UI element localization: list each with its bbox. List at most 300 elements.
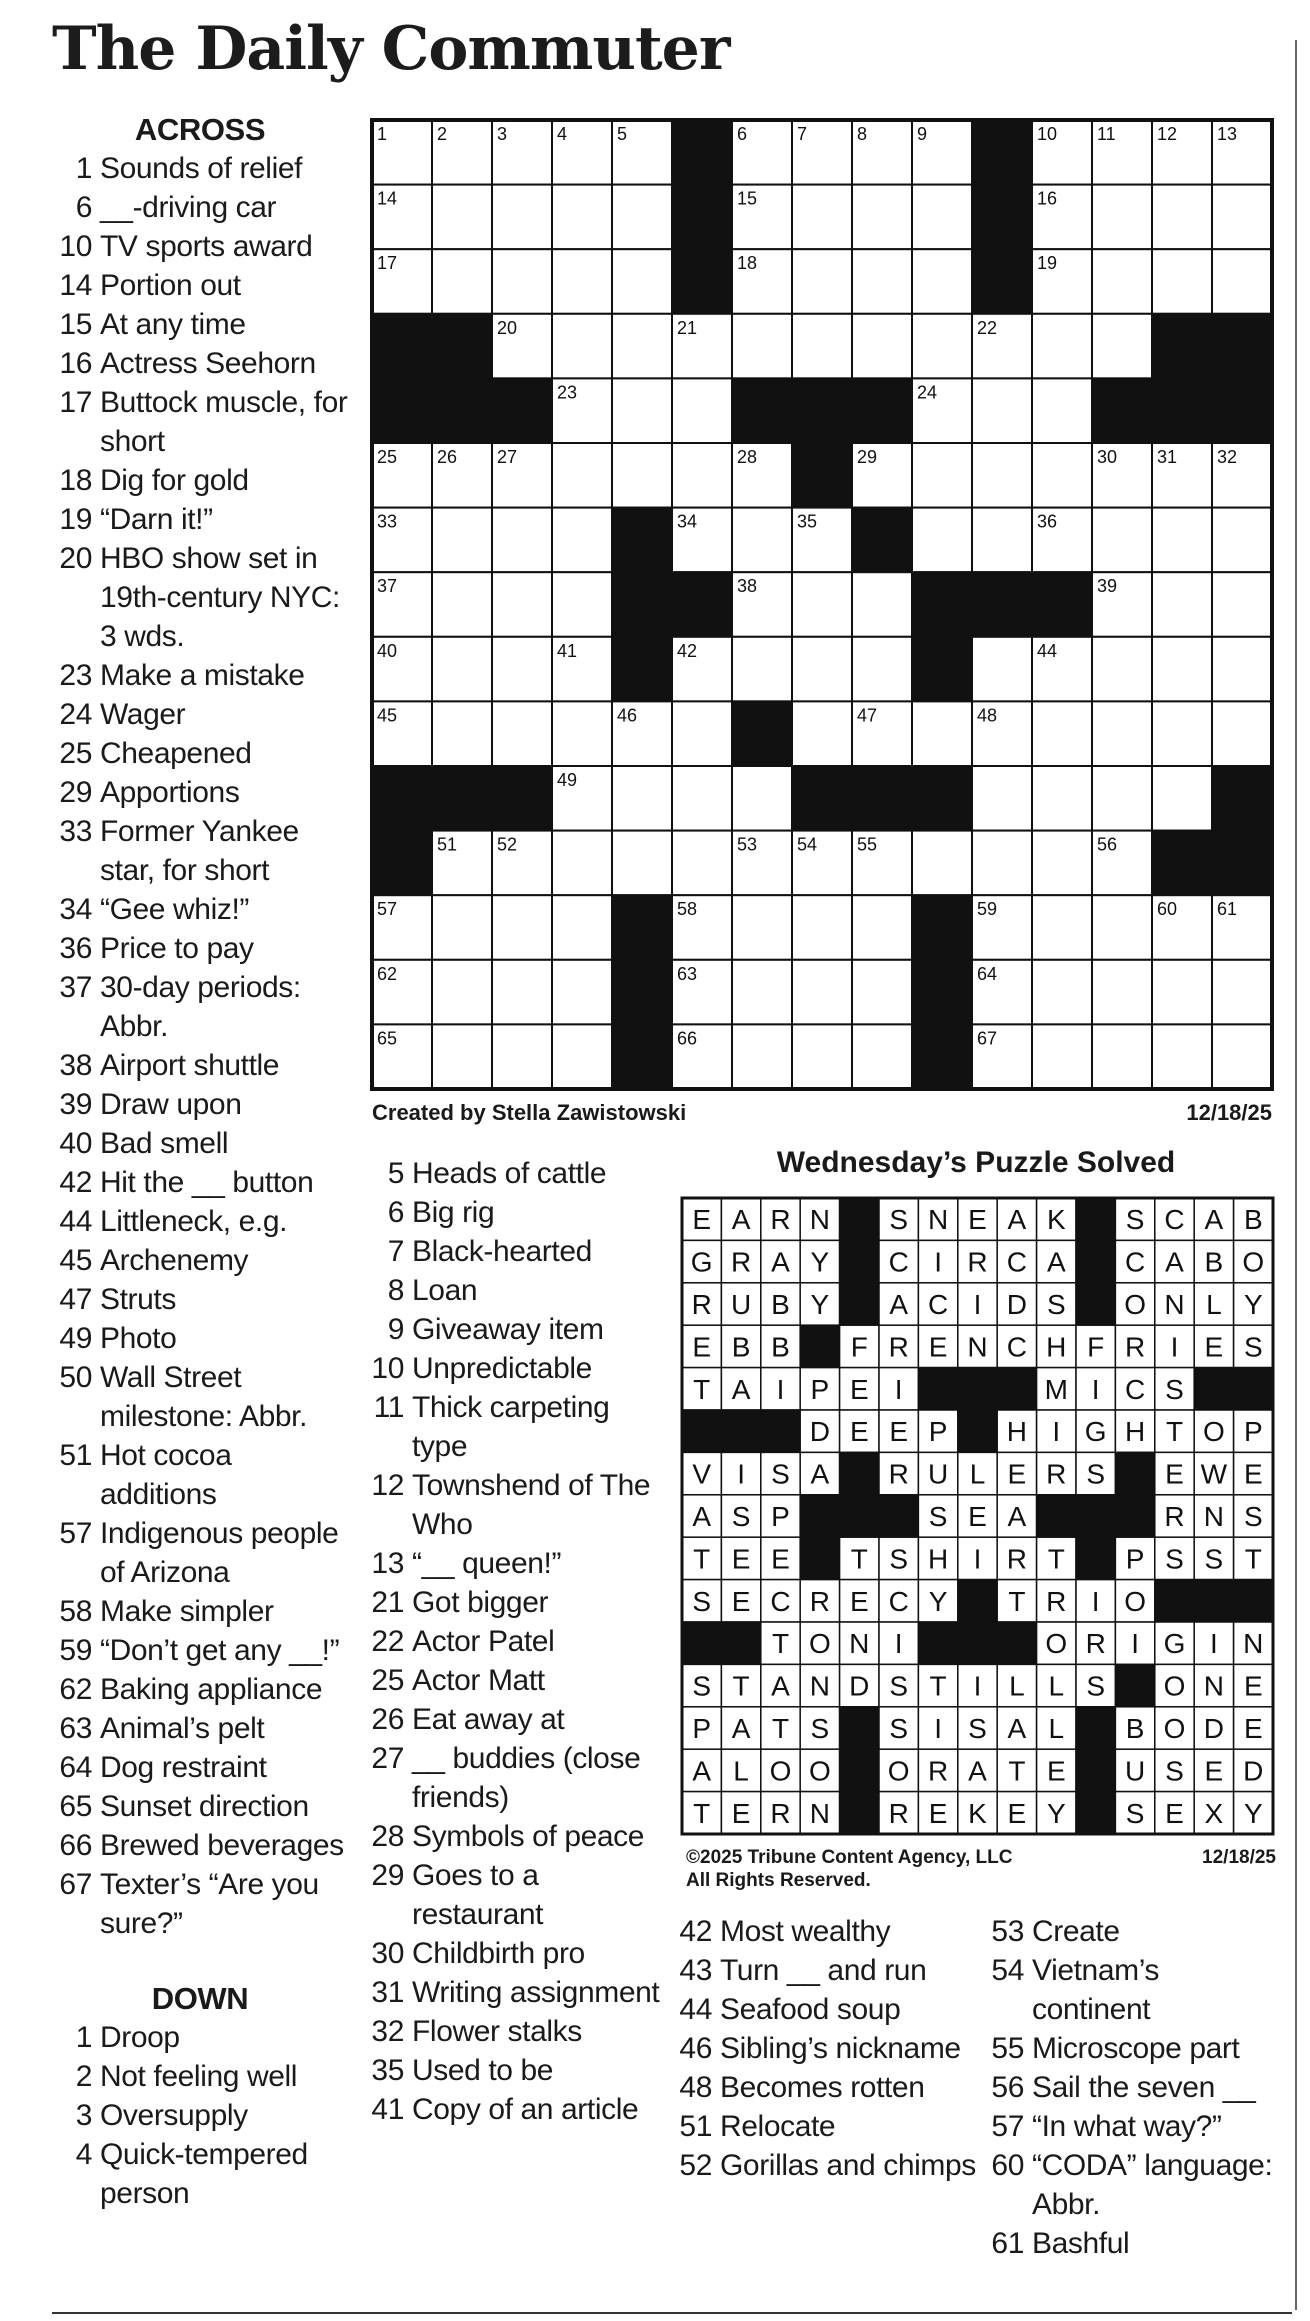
cell-number: 43	[917, 640, 938, 661]
clue-47	[52, 1280, 348, 1319]
solution-black-square	[1234, 1368, 1273, 1410]
grid-cell[interactable]	[612, 831, 672, 896]
clue-text: Cheapened	[100, 737, 252, 770]
clue-text: Create	[1032, 1915, 1120, 1948]
grid-cell[interactable]	[852, 895, 912, 960]
grid-cell[interactable]	[852, 960, 912, 1025]
grid-cell[interactable]	[672, 378, 732, 443]
clue-number: 43	[679, 1954, 712, 1987]
solution-letter: E	[1204, 1755, 1224, 1787]
solution-letter: S	[889, 1670, 909, 1702]
grid-cell[interactable]	[1092, 508, 1152, 573]
solution-letter: A	[889, 1289, 909, 1320]
rights-line: All Rights Reserved.	[686, 1870, 871, 1891]
grid-cell[interactable]	[612, 378, 672, 443]
grid-cell[interactable]	[972, 378, 1032, 443]
grid-cell[interactable]	[1092, 249, 1152, 314]
solution-letter: E	[692, 1331, 712, 1363]
clue-36	[52, 929, 348, 968]
solution-letter: N	[809, 1797, 831, 1829]
clue-51	[52, 1436, 348, 1514]
down-clue-list	[984, 1912, 1284, 2263]
clue-text: Black-hearted	[412, 1235, 592, 1268]
solution-black-square	[1076, 1198, 1115, 1240]
grid-cell[interactable]	[1212, 572, 1272, 637]
black-square	[372, 378, 432, 443]
clue-text: Thick carpeting type	[412, 1391, 610, 1463]
grid-cell[interactable]	[1212, 960, 1272, 1025]
grid-cell[interactable]	[552, 831, 612, 896]
clue-25	[52, 734, 348, 773]
black-square	[1212, 378, 1272, 443]
clue-number: 22	[371, 1625, 404, 1658]
grid-cell[interactable]	[912, 314, 972, 379]
grid-cell[interactable]	[1152, 701, 1212, 766]
solution-black-square	[958, 1580, 997, 1622]
solution-letter: O	[1124, 1585, 1146, 1617]
grid-cell[interactable]	[552, 895, 612, 960]
black-square	[672, 572, 732, 637]
clue-17	[52, 383, 348, 461]
clue-text: Hit the __ button	[100, 1166, 314, 1199]
grid-cell[interactable]	[612, 766, 672, 831]
black-square	[972, 249, 1032, 314]
solution-black-square	[800, 1325, 839, 1367]
clue-text: Animal’s pelt	[100, 1712, 265, 1745]
solution-letter: I	[1131, 1628, 1139, 1660]
clue-57	[984, 2107, 1284, 2146]
grid-cell[interactable]	[552, 314, 612, 379]
clue-52	[672, 2146, 982, 2185]
clue-31	[364, 1973, 664, 2012]
grid-cell[interactable]	[1092, 960, 1152, 1025]
solution-letter: C	[1124, 1373, 1146, 1405]
clue-text: Brewed beverages	[100, 1829, 344, 1862]
grid-cell[interactable]	[432, 895, 492, 960]
grid-cell[interactable]	[1092, 895, 1152, 960]
grid-cell[interactable]	[792, 1024, 852, 1089]
clue-text: Relocate	[720, 2110, 836, 2143]
grid-cell[interactable]	[1032, 895, 1092, 960]
clue-49	[52, 1319, 348, 1358]
grid-cell[interactable]	[972, 766, 1032, 831]
grid-cell[interactable]	[1032, 1024, 1092, 1089]
solution-letter: E	[1046, 1755, 1066, 1787]
grid-cell[interactable]	[1152, 572, 1212, 637]
solution-letter: B	[1125, 1713, 1145, 1744]
solution-letter: O	[1242, 1246, 1265, 1278]
solution-letter: M	[1044, 1373, 1068, 1405]
grid-cell[interactable]	[732, 895, 792, 960]
grid-cell[interactable]	[432, 249, 492, 314]
grid-cell[interactable]	[912, 443, 972, 508]
grid-cell[interactable]	[1092, 1024, 1152, 1089]
cell-number: 58	[677, 899, 698, 920]
grid-cell[interactable]	[1032, 831, 1092, 896]
clue-number: 9	[387, 1313, 404, 1346]
clue-text: “In what way?”	[1032, 2110, 1222, 2143]
grid-cell[interactable]	[612, 314, 672, 379]
clue-38	[52, 1046, 348, 1085]
clue-text: Microscope part	[1032, 2032, 1240, 2065]
clue-text: Hot cocoa additions	[100, 1439, 232, 1511]
grid-cell[interactable]	[612, 249, 672, 314]
clue-text: Actor Patel	[412, 1625, 555, 1658]
grid-cell[interactable]	[432, 185, 492, 250]
grid-cell[interactable]	[432, 508, 492, 573]
solution-letter: B	[771, 1331, 790, 1363]
solution-letter: C	[1006, 1331, 1028, 1363]
clue-41	[364, 2090, 664, 2129]
clue-number: 23	[59, 659, 92, 692]
grid-cell[interactable]	[792, 960, 852, 1025]
grid-cell[interactable]	[492, 1024, 552, 1089]
solution-letter: A	[692, 1755, 712, 1787]
solution-letter: C	[1006, 1246, 1028, 1278]
grid-cell[interactable]	[852, 185, 912, 250]
cell-number: 62	[377, 963, 398, 984]
solution-letter: L	[733, 1755, 749, 1787]
grid-cell[interactable]	[792, 701, 852, 766]
solution-black-square	[1115, 1495, 1154, 1537]
clue-number: 15	[59, 308, 92, 341]
clue-text: “CODA” language: Abbr.	[1032, 2149, 1273, 2221]
clue-number: 1	[75, 2021, 92, 2054]
solution-letter: I	[1170, 1331, 1179, 1363]
grid-cell[interactable]	[732, 1024, 792, 1089]
clue-number: 64	[59, 1751, 92, 1784]
grid-cell[interactable]	[912, 701, 972, 766]
grid-cell[interactable]	[552, 572, 612, 637]
solution-letter: E	[1007, 1458, 1027, 1490]
grid-cell[interactable]	[1212, 701, 1272, 766]
solution-letter: N	[809, 1670, 831, 1702]
solution-letter: S	[692, 1585, 712, 1617]
solution-letter: B	[1243, 1204, 1263, 1236]
grid-cell[interactable]	[1032, 314, 1092, 379]
clue-number: 36	[59, 932, 92, 965]
grid-cell[interactable]	[552, 443, 612, 508]
grid-cell[interactable]	[432, 1024, 492, 1089]
solution-letter: R	[1085, 1628, 1106, 1660]
clue-number: 37	[59, 971, 92, 1004]
grid-cell[interactable]	[1212, 1024, 1272, 1089]
clue-text: Unpredictable	[412, 1352, 592, 1385]
black-square	[912, 960, 972, 1025]
solution-black-square	[840, 1495, 879, 1537]
crossword-grid[interactable]	[370, 118, 1274, 1098]
grid-cell[interactable]	[672, 701, 732, 766]
clue-62	[52, 1670, 348, 1709]
black-square	[1152, 314, 1212, 379]
solution-black-square	[1155, 1580, 1194, 1622]
grid-cell[interactable]	[732, 960, 792, 1025]
grid-cell[interactable]	[852, 572, 912, 637]
clue-text: TV sports award	[100, 230, 313, 263]
solution-letter: S	[1165, 1755, 1184, 1787]
grid-cell[interactable]	[972, 443, 1032, 508]
cell-number: 8	[857, 124, 868, 144]
clue-number: 47	[59, 1283, 92, 1316]
grid-cell[interactable]	[912, 249, 972, 314]
grid-cell[interactable]	[1212, 185, 1272, 250]
cell-number: 51	[437, 834, 458, 855]
grid-cell[interactable]	[912, 831, 972, 896]
solution-letter: S	[889, 1204, 909, 1236]
grid-cell[interactable]	[492, 508, 552, 573]
grid-cell[interactable]	[1092, 637, 1152, 702]
cell-number: 1	[377, 124, 388, 144]
clue-text: Portion out	[100, 269, 241, 302]
solution-letter: E	[771, 1543, 790, 1575]
clue-number: 50	[59, 1361, 92, 1394]
grid-cell[interactable]	[1152, 249, 1212, 314]
cell-number: 21	[677, 317, 698, 338]
grid-cell[interactable]	[852, 314, 912, 379]
grid-cell[interactable]	[792, 314, 852, 379]
clue-42	[52, 1163, 348, 1202]
clue-number: 25	[371, 1664, 404, 1697]
grid-cell[interactable]	[1092, 314, 1152, 379]
grid-cell[interactable]	[1152, 185, 1212, 250]
clue-number: 63	[59, 1712, 92, 1745]
grid-cell[interactable]	[912, 185, 972, 250]
clue-number: 39	[59, 1088, 92, 1121]
grid-cell[interactable]	[792, 572, 852, 637]
grid-cell[interactable]	[552, 701, 612, 766]
cell-number: 53	[737, 834, 758, 855]
grid-cell[interactable]	[792, 895, 852, 960]
clue-number: 21	[371, 1586, 404, 1619]
solution-black-square	[997, 1622, 1036, 1664]
grid-cell[interactable]	[1032, 701, 1092, 766]
grid-cell[interactable]	[1032, 443, 1092, 508]
grid-cell[interactable]	[552, 508, 612, 573]
grid-cell[interactable]	[972, 508, 1032, 573]
puzzle-date: 12/18/25	[1186, 1100, 1272, 1125]
across-heading: ACROSS	[134, 112, 266, 147]
grid-cell[interactable]	[432, 637, 492, 702]
clue-number: 25	[59, 737, 92, 770]
grid-cell[interactable]	[552, 1024, 612, 1089]
grid-cell[interactable]	[852, 637, 912, 702]
clue-20	[52, 539, 348, 656]
solution-letter: H	[1046, 1331, 1067, 1363]
grid-cell[interactable]	[672, 766, 732, 831]
clue-23	[52, 656, 348, 695]
black-square	[372, 831, 432, 896]
grid-cell[interactable]	[1152, 960, 1212, 1025]
solution-letter: O	[1045, 1628, 1068, 1660]
grid-cell[interactable]	[732, 766, 792, 831]
solution-black-square	[1115, 1452, 1154, 1494]
black-square	[792, 443, 852, 508]
grid-cell[interactable]	[1152, 1024, 1212, 1089]
solution-letter: I	[973, 1543, 982, 1575]
solution-black-square	[918, 1622, 957, 1664]
grid-cell[interactable]	[1212, 508, 1272, 573]
column-rule	[1295, 40, 1297, 2310]
grid-cell[interactable]	[1032, 960, 1092, 1025]
clue-60	[984, 2146, 1284, 2224]
solution-letter: S	[889, 1713, 909, 1744]
clue-text: Used to be	[412, 2054, 554, 2087]
clue-number: 42	[59, 1166, 92, 1199]
solution-letter: B	[1204, 1246, 1224, 1278]
solution-letter: A	[1046, 1246, 1066, 1278]
grid-cell[interactable]	[552, 185, 612, 250]
solution-letter: O	[1203, 1416, 1225, 1448]
clue-45	[52, 1241, 348, 1280]
solution-black-square	[958, 1410, 997, 1452]
grid-cell[interactable]	[612, 443, 672, 508]
clue-number: 24	[59, 698, 92, 731]
grid-cell[interactable]	[492, 572, 552, 637]
grid-cell[interactable]	[1152, 637, 1212, 702]
solution-letter: N	[1203, 1670, 1225, 1702]
solution-letter: L	[1048, 1713, 1065, 1744]
grid-cell[interactable]	[432, 960, 492, 1025]
clue-2	[52, 2057, 348, 2096]
solution-letter: R	[1006, 1543, 1028, 1575]
clue-28	[364, 1817, 664, 1856]
solution-letter: E	[692, 1204, 712, 1236]
down-clue-list	[52, 2018, 348, 2213]
solution-letter: R	[888, 1331, 909, 1363]
grid-cell[interactable]	[1152, 766, 1212, 831]
grid-cell[interactable]	[852, 249, 912, 314]
solution-black-square	[1234, 1580, 1273, 1622]
cell-number: 49	[557, 770, 578, 790]
clue-9	[364, 1310, 664, 1349]
grid-cell[interactable]	[732, 314, 792, 379]
grid-cell[interactable]	[432, 701, 492, 766]
cell-number: 46	[617, 705, 638, 726]
clue-text: Got bigger	[412, 1586, 549, 1619]
clue-33	[52, 812, 348, 890]
solution-letter: R	[888, 1458, 909, 1490]
grid-cell[interactable]	[492, 185, 552, 250]
solution-letter: Y	[810, 1289, 830, 1320]
solution-letter: Y	[810, 1246, 830, 1278]
clue-text: HBO show set in 19th-century NYC: 3 wds.	[100, 542, 340, 653]
clue-19	[52, 500, 348, 539]
solution-letter: H	[1124, 1416, 1146, 1448]
grid-cell[interactable]	[1032, 766, 1092, 831]
clue-46	[672, 2029, 982, 2068]
grid-cell[interactable]	[1212, 249, 1272, 314]
clue-27	[364, 1739, 664, 1817]
solution-letter: I	[973, 1289, 982, 1320]
grid-cell[interactable]	[672, 443, 732, 508]
clue-66	[52, 1826, 348, 1865]
solution-black-square	[721, 1410, 760, 1452]
grid-cell[interactable]	[732, 508, 792, 573]
black-square	[372, 766, 432, 831]
solution-letter: A	[1165, 1246, 1184, 1278]
solution-letter: E	[1243, 1458, 1263, 1490]
solution-letter: T	[732, 1670, 750, 1702]
grid-cell[interactable]	[972, 637, 1032, 702]
grid-cell[interactable]	[792, 185, 852, 250]
cell-number: 59	[977, 899, 998, 920]
grid-cell[interactable]	[732, 637, 792, 702]
grid-cell[interactable]	[972, 831, 1032, 896]
grid-cell[interactable]	[492, 637, 552, 702]
black-square	[372, 314, 432, 379]
clue-text: Make a mistake	[100, 659, 305, 692]
solution-letter: R	[888, 1797, 909, 1829]
solution-black-square	[1076, 1749, 1115, 1791]
black-square	[1212, 314, 1272, 379]
solution-letter: G	[1163, 1628, 1186, 1660]
cell-number: 16	[1037, 188, 1058, 209]
black-square	[492, 766, 552, 831]
clue-number: 4	[75, 2138, 92, 2171]
solution-letter: C	[888, 1246, 909, 1278]
solution-letter: T	[1047, 1543, 1065, 1575]
solution-letter: N	[849, 1628, 870, 1660]
grid-cell[interactable]	[492, 249, 552, 314]
clue-65	[52, 1787, 348, 1826]
grid-cell[interactable]	[552, 960, 612, 1025]
grid-cell[interactable]	[792, 637, 852, 702]
clue-text: Dig for gold	[100, 464, 249, 497]
clue-text: __ buddies (close friends)	[412, 1742, 641, 1814]
solution-letter: A	[731, 1373, 751, 1405]
grid-cell[interactable]	[852, 1024, 912, 1089]
grid-cell[interactable]	[912, 508, 972, 573]
grid-cell[interactable]	[492, 960, 552, 1025]
grid-cell[interactable]	[612, 185, 672, 250]
clue-text: Buttock muscle, for short	[100, 386, 348, 458]
down-clue-column-4	[984, 1912, 1284, 2263]
grid-cell[interactable]	[492, 701, 552, 766]
solution-letter: T	[1165, 1416, 1184, 1448]
clue-24	[52, 695, 348, 734]
clue-text: Heads of cattle	[412, 1157, 607, 1190]
cell-number: 7	[797, 124, 808, 144]
grid-cell[interactable]	[1152, 508, 1212, 573]
clue-text: Former Yankee star, for short	[100, 815, 299, 887]
solution-black-square	[840, 1707, 879, 1749]
cell-number: 27	[497, 447, 518, 467]
cell-number: 19	[1037, 253, 1058, 274]
clue-number: 29	[59, 776, 92, 809]
grid-cell[interactable]	[792, 249, 852, 314]
solution-letter: I	[973, 1670, 982, 1702]
black-square	[1152, 831, 1212, 896]
grid-cell[interactable]	[672, 831, 732, 896]
grid-cell[interactable]	[432, 572, 492, 637]
grid-cell[interactable]	[492, 895, 552, 960]
grid-cell[interactable]	[1212, 637, 1272, 702]
solution-letter: Y	[928, 1585, 948, 1617]
solution-grid	[680, 1196, 1276, 1838]
clue-text: 30-day periods: Abbr.	[100, 971, 301, 1043]
grid-cell[interactable]	[1092, 701, 1152, 766]
clue-number: 12	[371, 1469, 404, 1502]
black-square	[612, 960, 672, 1025]
cell-number: 13	[1217, 124, 1238, 144]
grid-cell[interactable]	[1092, 185, 1152, 250]
grid-cell[interactable]	[1092, 766, 1152, 831]
clue-text: Apportions	[100, 776, 240, 809]
clue-29	[52, 773, 348, 812]
grid-cell[interactable]	[1032, 378, 1092, 443]
solution-letter: O	[809, 1628, 831, 1660]
grid-cell[interactable]	[552, 249, 612, 314]
